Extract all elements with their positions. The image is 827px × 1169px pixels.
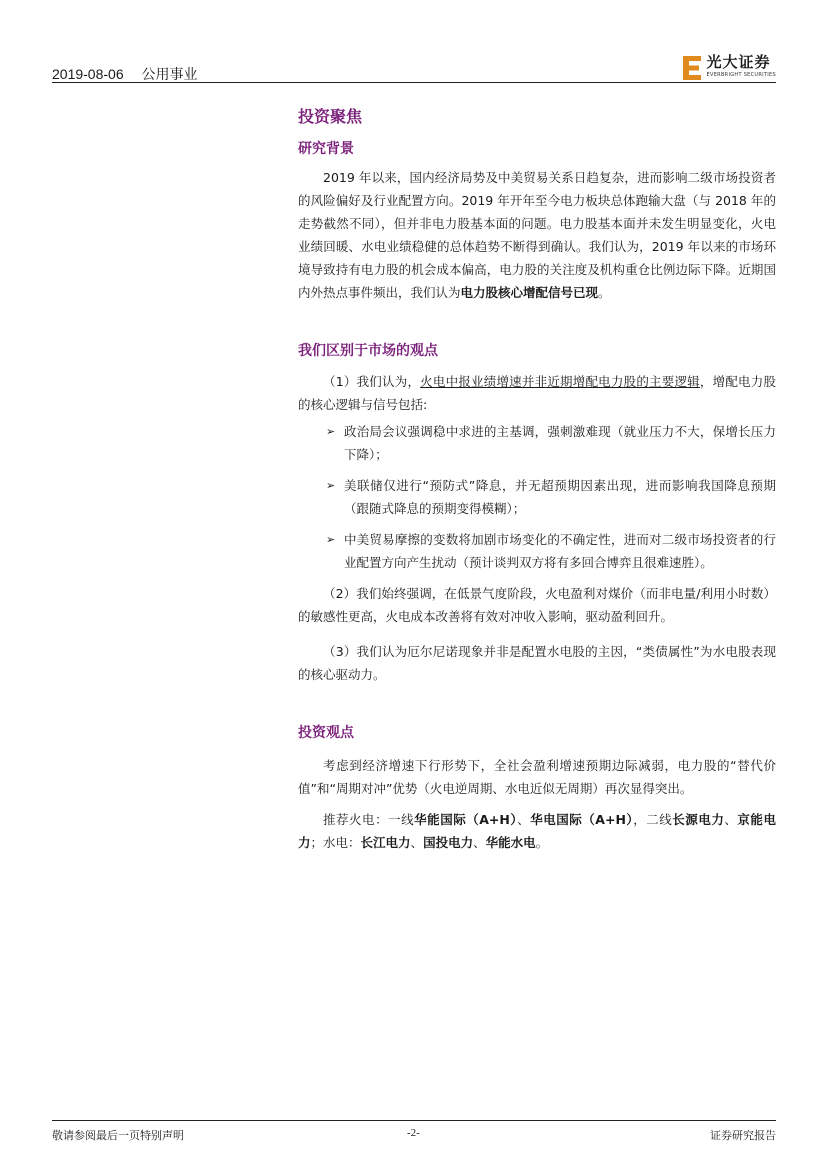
stock-name: 华能国际（A+H） [414, 812, 518, 827]
view-1-lead: （1）我们认为， [323, 374, 421, 389]
view-1-underlined: 火电中报业绩增速并非近期增配电力股的主要逻辑 [420, 374, 700, 389]
stock-name: 京能电力 [298, 812, 776, 850]
rec-text: ；水电： [310, 835, 361, 850]
main-content [298, 102, 776, 854]
rec-text: ，二线 [633, 812, 673, 827]
logo-text [707, 54, 776, 78]
paragraph-background [298, 166, 776, 304]
company-logo [683, 54, 776, 80]
paragraph-view-1 [298, 370, 776, 416]
logo-mark-icon [683, 56, 703, 80]
list-item-text: 中美贸易摩擦的变数将加剧市场变化的不确定性，进而对二级市场投资者的行业配置方向产生扰动（预计谈判双方将有多回合博弈且很难速胜）。 [344, 532, 776, 570]
rec-text: 、 [517, 812, 531, 827]
background-key-signal: 电力股核心增配信号已现 [460, 285, 599, 300]
header-meta [52, 64, 198, 84]
arrow-bullet-icon: ➢ [326, 425, 336, 438]
rec-text: 、 [473, 835, 486, 850]
rec-text: 。 [535, 835, 549, 850]
heading-investment-opinion: 投资观点 [298, 725, 354, 741]
rec-text: 、 [724, 812, 738, 827]
stock-name: 华能水电 [485, 835, 536, 850]
logo-en-text: EVERBRIGHT SECURITIES [706, 72, 776, 78]
list-item-text: 美联储仅进行“预防式”降息，并无超预期因素出现，进而影响我国降息预期（跟随式降息的预期变得模糊）； [344, 478, 776, 516]
rec-text: 推荐火电：一线 [323, 812, 415, 827]
list-item-text: 政治局会议强调稳中求进的主基调，强刺激难现（就业压力不大，保增长压力下降）； [344, 424, 776, 462]
page-header [52, 54, 776, 83]
arrow-bullet-icon: ➢ [326, 533, 336, 546]
heading-research-background: 研究背景 [298, 141, 354, 157]
footer-disclaimer: 敬请参阅最后一页特别声明 [52, 1129, 184, 1142]
rec-text: 、 [410, 835, 424, 850]
background-text: 2019 年以来，国内经济局势及中美贸易关系日趋复杂，进而影响二级市场投资者的风险偏好及行业配置方向。2019 年开年至今电力板块总体跑输大盘（与 2018 年的走势截然不同），但并非电力股基本面的问题。电力股基本面并未发生明显变化，火电业绩回暖、水电业绩稳健的总体趋势不断得到确认。我们认为，2019 年以来的市场环境导致持有电力股的机会成本偏高，电力股的关注度及机构重仓比例边际下降。近期国内外热点事件频出，我们认为 [298, 170, 776, 300]
paragraph-view-2: （2）我们始终强调，在低景气度阶段，火电盈利对煤价（而非电量/利用小时数）的敏感性更高，火电成本改善将有效对冲收入影响，驱动盈利回升。 [298, 586, 776, 624]
background-end: 。 [598, 285, 611, 300]
section-title-invest-focus: 投资聚焦 [298, 107, 363, 126]
page-number: -2- [407, 1127, 420, 1139]
list-item [298, 420, 776, 466]
stock-name: 长江电力 [360, 835, 411, 850]
paragraph-view-3: （3）我们认为厄尔尼诺现象并非是配置水电股的主因，“类债属性”为水电股表现的核心驱动力。 [298, 644, 776, 682]
report-date: 2019-08-06 [52, 66, 124, 82]
stock-name: 华电国际（A+H） [530, 812, 634, 827]
stock-name: 长源电力 [672, 812, 725, 827]
signal-list [298, 420, 776, 574]
view-1-tail: ，增配电力股的核心逻辑与信号包括: [298, 374, 776, 412]
list-item [298, 528, 776, 574]
footer-report-type: 证券研究报告 [710, 1129, 776, 1142]
heading-our-views: 我们区别于市场的观点 [298, 343, 438, 359]
logo-cn-text: 光大证券 [706, 53, 771, 71]
arrow-bullet-icon: ➢ [326, 479, 336, 492]
paragraph-recommendation [298, 808, 776, 854]
page-footer [52, 1120, 776, 1142]
paragraph-opinion: 考虑到经济增速下行形势下，全社会盈利增速预期边际减弱，电力股的“替代价值”和“周期对冲”优势（火电逆周期、水电近似无周期）再次显得突出。 [298, 758, 776, 796]
list-item [298, 474, 776, 520]
stock-name: 国投电力 [423, 835, 474, 850]
report-sector: 公用事业 [141, 66, 198, 82]
